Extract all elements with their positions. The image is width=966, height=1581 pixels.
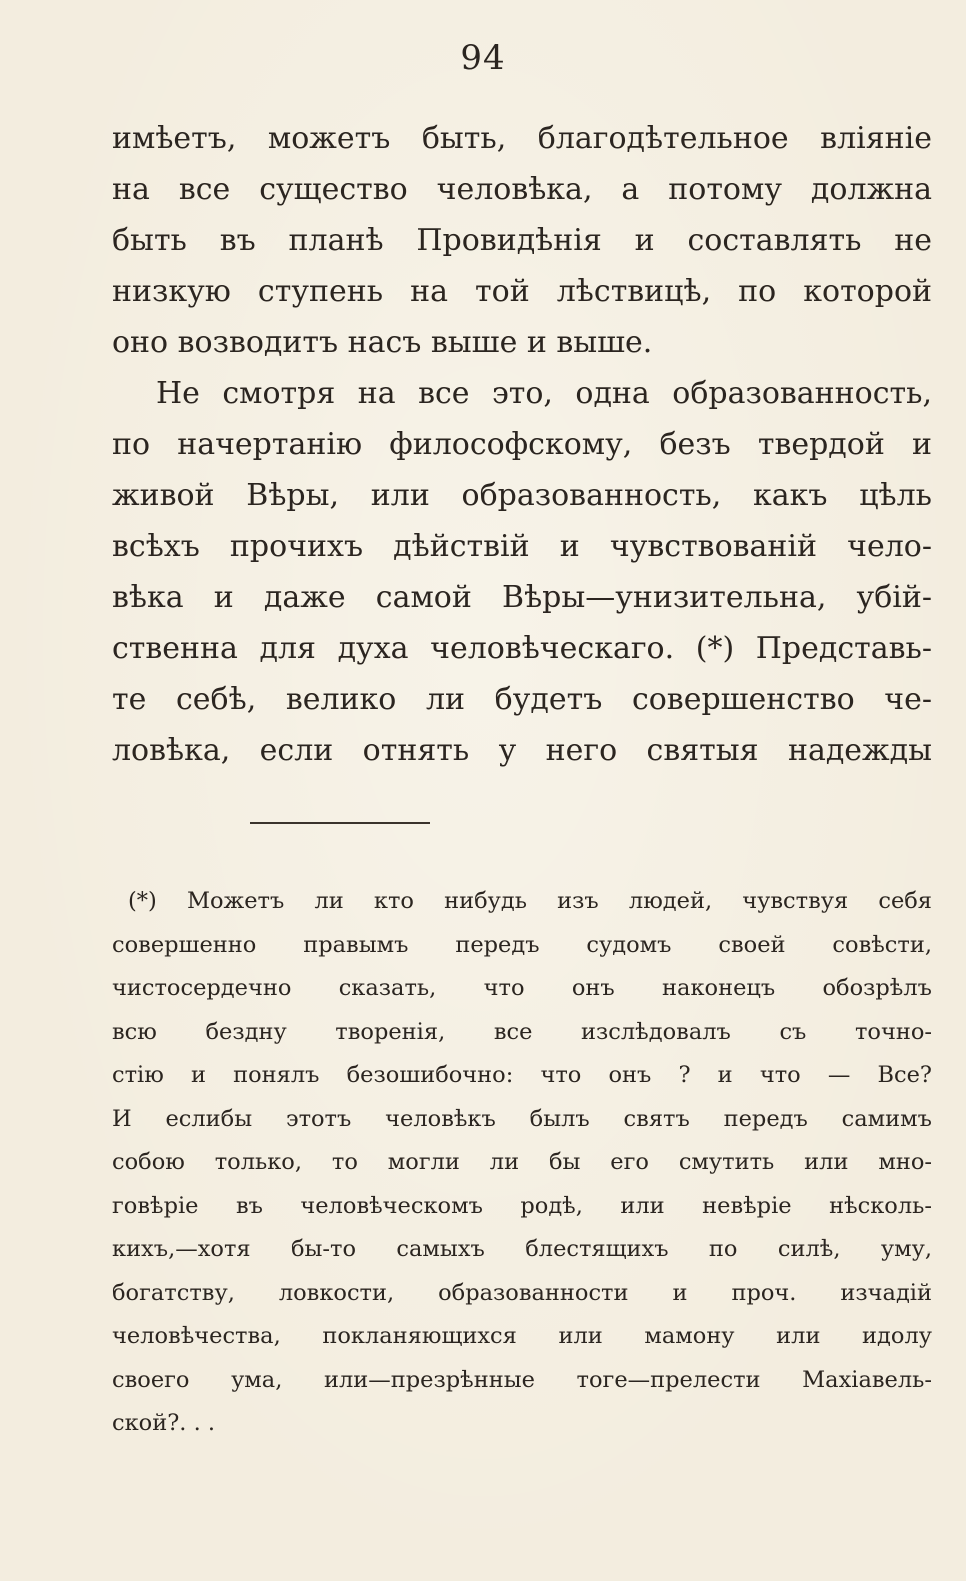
footnote-line: собою только, то могли ли бы его смутить или мно-: [112, 1149, 932, 1175]
text-line: Не смотря на все это, одна образованность,: [156, 376, 932, 411]
text-line: ственна для духа человѣческаго. (*) Представь-: [112, 631, 932, 666]
page-number: 94: [460, 38, 506, 78]
text-line: живой Вѣры, или образованность, какъ цѣль: [112, 478, 932, 513]
text-line: вѣка и даже самой Вѣры—унизительна, убій-: [112, 580, 932, 615]
text-line: имѣетъ, можетъ быть, благодѣтельное вліяніе: [112, 121, 932, 156]
footnote: [112, 880, 932, 1446]
footnote-line: человѣчества, покланяющихся или мамону или идолу: [112, 1323, 932, 1349]
text-line: быть въ планѣ Провидѣнія и составлять не: [112, 223, 932, 258]
footnote-line: всю бездну творенія, все изслѣдовалъ съ точно-: [112, 1018, 932, 1045]
footnote-line: совершенно правымъ передъ судомъ своей совѣсти,: [112, 931, 932, 958]
text-line: те себѣ, велико ли будетъ совершенство че-: [112, 682, 932, 717]
footnote-line: своего ума, или—презрѣнные тоге—прелести Махіавель-: [112, 1366, 932, 1393]
footnote-line: (*) Можетъ ли кто нибудь изъ людей, чувствуя себя: [128, 888, 932, 914]
footnote-line: кихъ,—хотя бы-то самыхъ блестящихъ по силѣ, уму,: [112, 1236, 932, 1262]
footnote-line: говѣріе въ человѣческомъ родѣ, или невѣріе нѣсколь-: [112, 1192, 932, 1219]
main-text: [112, 113, 932, 776]
footnote-line: стію и понялъ безошибочно: что онъ ? и что — Все?: [112, 1062, 932, 1088]
footnote-line: чистосердечно сказать, что онъ наконецъ обозрѣлъ: [112, 975, 932, 1001]
text-line: всѣхъ прочихъ дѣйствій и чувствованій чело-: [112, 529, 932, 564]
text-line: оно возводитъ насъ выше и выше.: [112, 325, 653, 360]
text-line: ловѣка, если отнять у него святыя надежды: [112, 733, 932, 768]
footnote-line: ской?. . .: [112, 1410, 216, 1436]
text-line: низкую ступень на той лѣствицѣ, по которой: [112, 274, 932, 309]
footnote-line: богатству, ловкости, образованности и проч. изчадій: [112, 1279, 932, 1306]
footnote-divider: [250, 822, 430, 824]
text-line: по начертанію философскому, безъ твердой и: [112, 427, 932, 462]
footnote-line: И еслибы этотъ человѣкъ былъ святъ передъ самимъ: [112, 1105, 932, 1132]
text-line: на все существо человѣка, а потому должна: [112, 172, 932, 207]
